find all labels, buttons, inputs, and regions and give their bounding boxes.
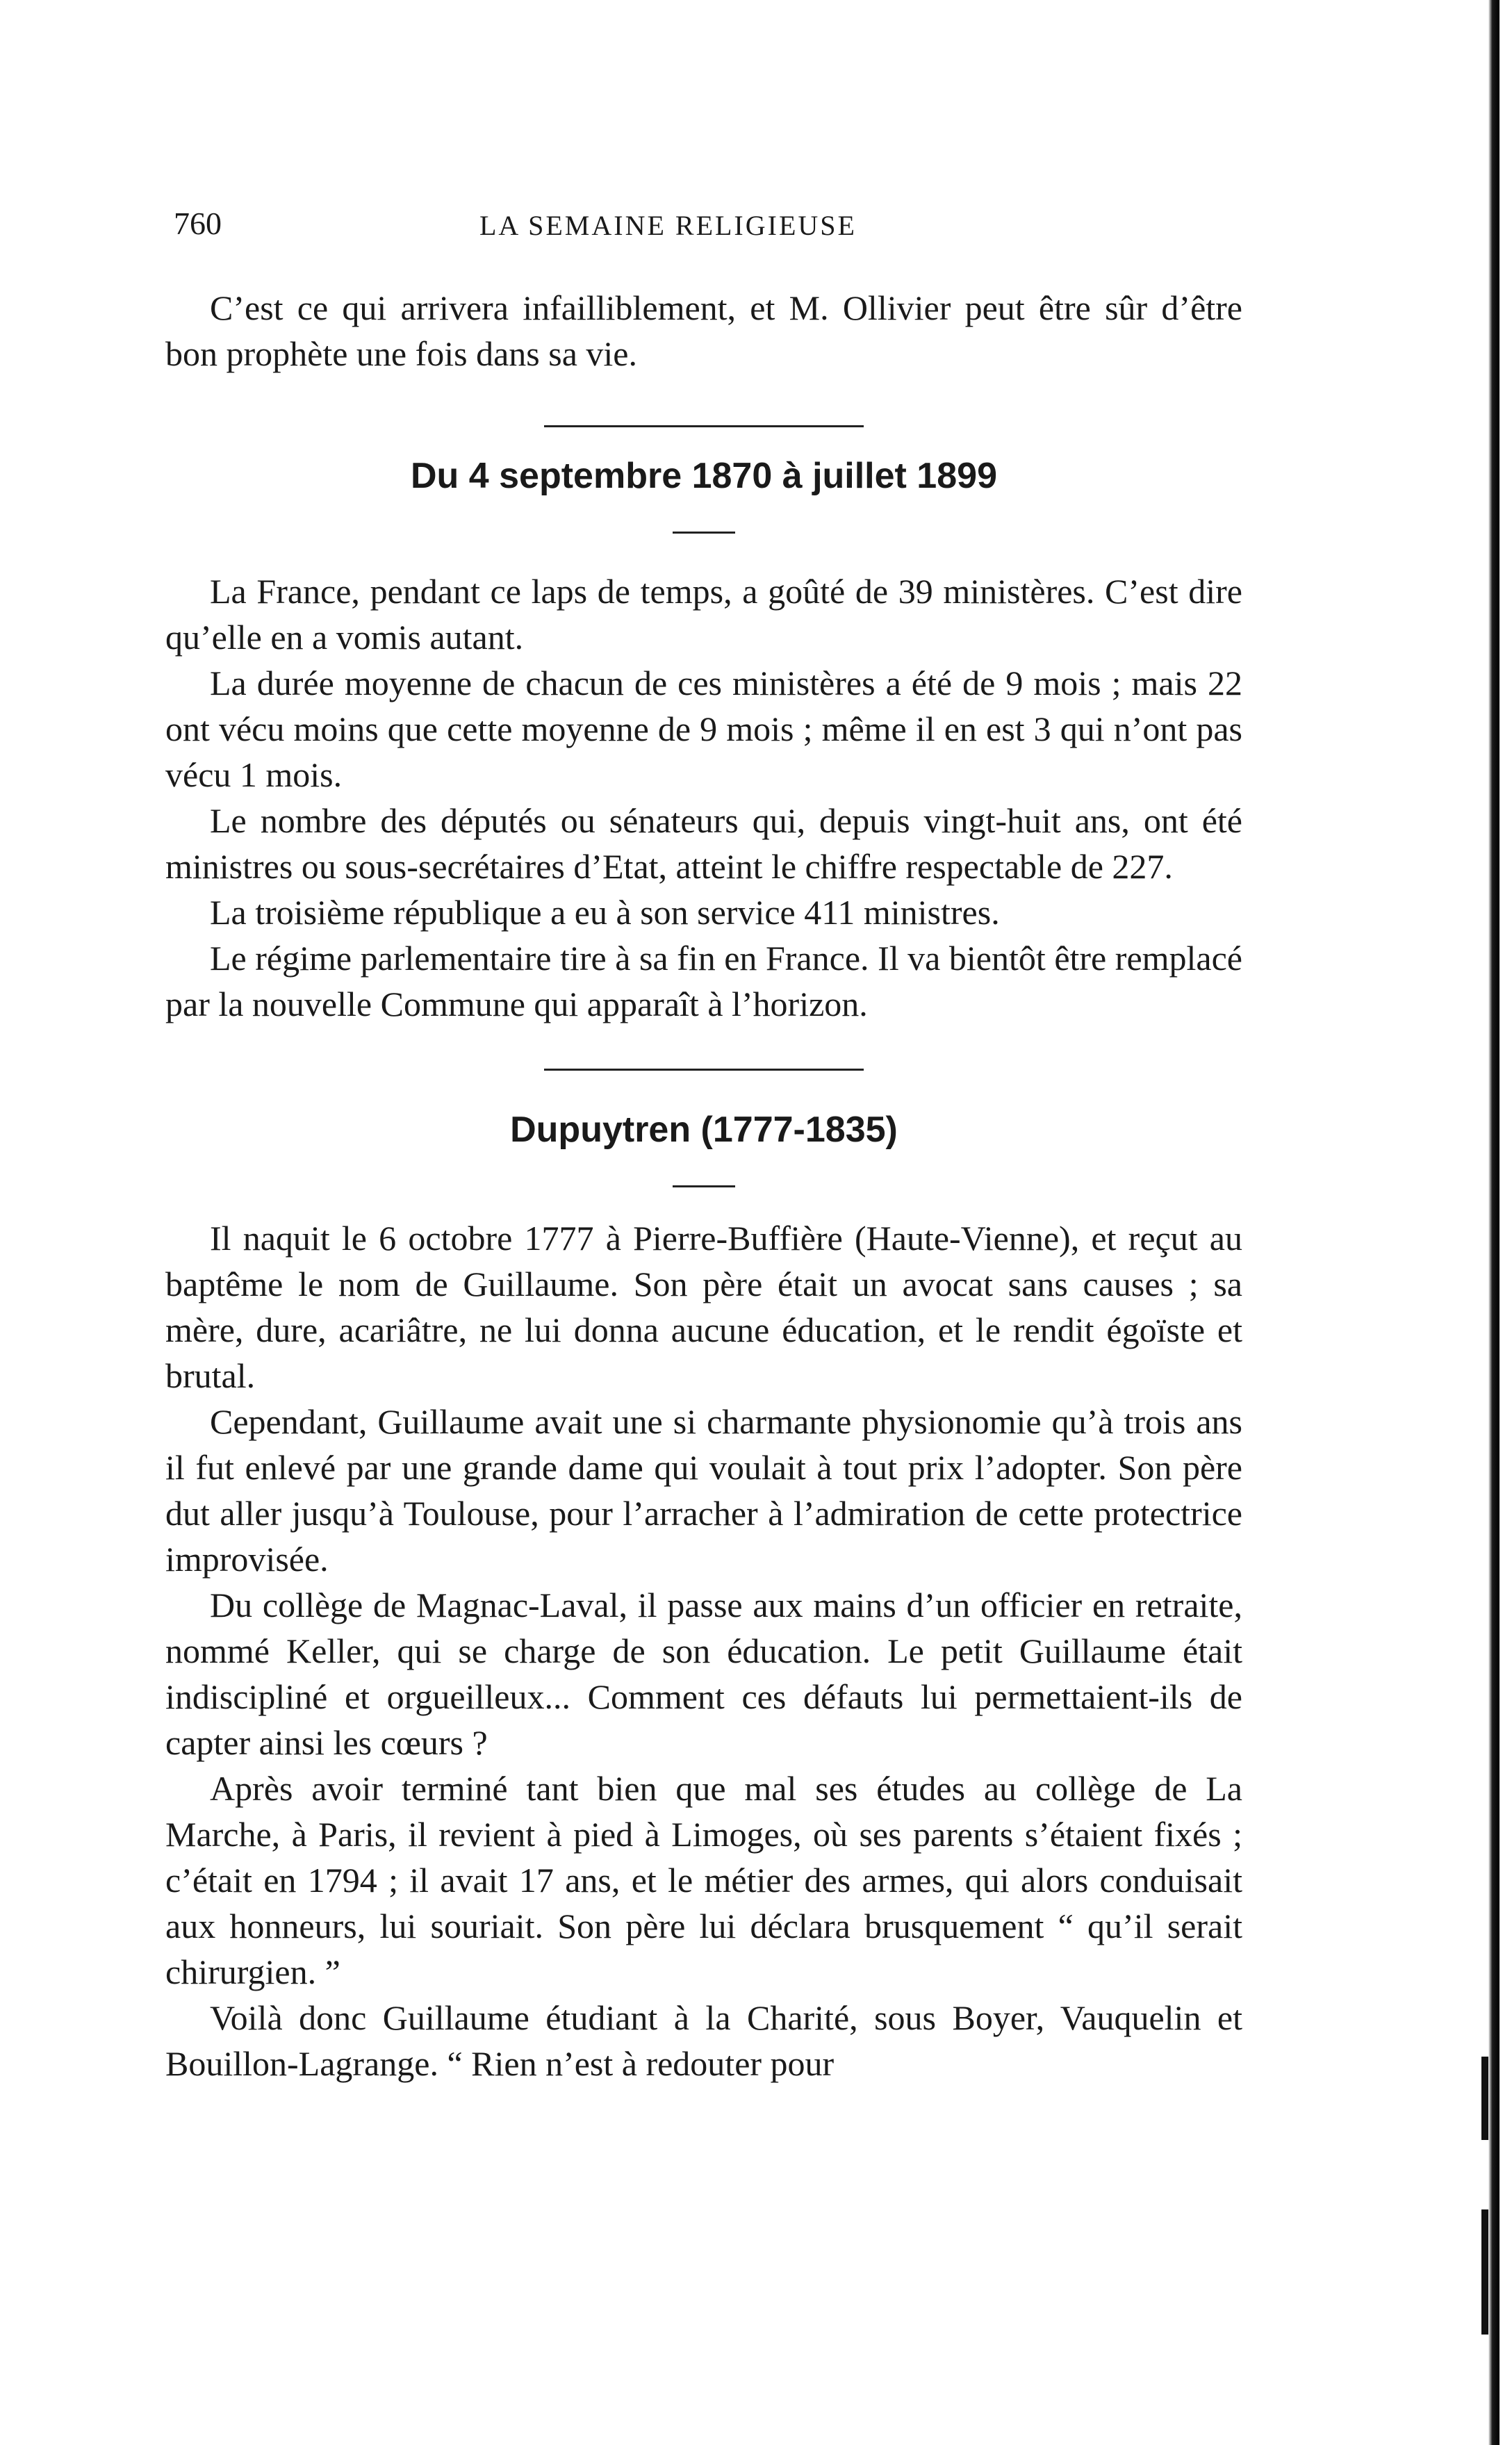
body-paragraph: Il naquit le 6 octobre 1777 à Pierre-Buffière (Haute-Vienne), et reçut au baptême le nom de Guillaume. Son père était un avocat sans causes ; sa mère, dure, acariâtre, ne lui donna aucune éducation, et le rendit égoïste et brutal. [165, 1219, 1242, 1395]
body-paragraph: Du collège de Magnac-Laval, il passe aux mains d’un officier en retraite, nommé Keller, qui se charge de son éducation. Le petit Guillaume était indiscipliné et orgueilleux... Comment ces défauts lui permettaient-ils de capter ainsi les cœurs ? [165, 1586, 1242, 1762]
body-paragraph: La France, pendant ce laps de temps, a goûté de 39 ministères. C’est dire qu’elle en a vomis autant. [165, 572, 1242, 657]
body-paragraph: Après avoir terminé tant bien que mal ses études au collège de La Marche, à Paris, il revient à pied à Limoges, où ses parents s’étaient fixés ; c’était en 1794 ; il avait 17 ans, et le métier des armes, qui alors conduisait aux honneurs, lui souriait. Son père lui déclara brusquement “ qu’il serait chirurgien. ” [165, 1769, 1242, 1991]
body-paragraph: La durée moyenne de chacun de ces ministères a été de 9 mois ; mais 22 ont vécu moins que cette moyenne de 9 mois ; même il en est 3 qui n’ont pas vécu 1 mois. [165, 664, 1242, 794]
running-head [174, 205, 1244, 247]
body-paragraph: Cependant, Guillaume avait une si charmante physionomie qu’à trois ans il fut enlevé par une grande dame qui voulait à tout prix l’adopter. Son père dut aller jusqu’à Toulouse, pour l’arracher à l’admiration de cette protectrice improvisée. [165, 1402, 1242, 1579]
body-paragraph: Le régime parlementaire tire à sa fin en France. Il va bientôt être remplacé par la nouvelle Commune qui apparaît à l’horizon. [165, 939, 1242, 1023]
page-edge-mark [1481, 2209, 1488, 2335]
page-number: 760 [174, 206, 222, 241]
page-edge-shadow [1488, 0, 1499, 2445]
body-paragraph: La troisième république a eu à son service 411 ministres. [210, 893, 1000, 932]
section-heading: Du 4 septembre 1870 à juillet 1899 [411, 456, 997, 496]
section-heading: Dupuytren (1777-1835) [510, 1110, 898, 1150]
body-paragraph: Voilà donc Guillaume étudiant à la Charité, sous Boyer, Vauquelin et Bouillon-Lagrange. “ Rien n’est à redouter pour [165, 1998, 1242, 2083]
running-title: LA SEMAINE RELIGIEUSE [479, 210, 857, 241]
text-block [165, 285, 1242, 2086]
page-edge-mark [1481, 2057, 1488, 2140]
intro-paragraph: C’est ce qui arrivera infailliblement, et M. Ollivier peut être sûr d’être bon prophète une fois dans sa vie. [165, 288, 1242, 373]
body-paragraph: Le nombre des députés ou sénateurs qui, depuis vingt-huit ans, ont été ministres ou sous-secrétaires d’Etat, atteint le chiffre respectable de 227. [165, 801, 1242, 886]
